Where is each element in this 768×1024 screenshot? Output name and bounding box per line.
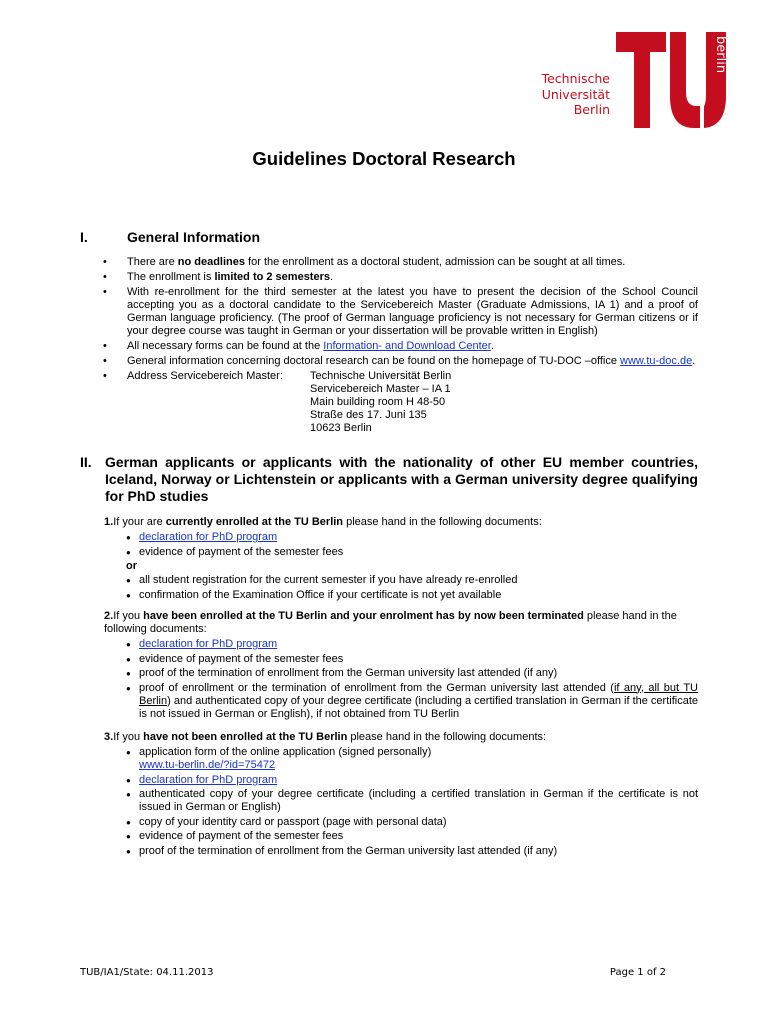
list-item: ● application form of the online application (signed personally) www.tu-berlin.de/?id=75472 xyxy=(104,746,698,772)
footer-state: TUB/IA1/State: 04.11.2013 xyxy=(80,967,214,978)
svg-text:berlin: berlin xyxy=(713,36,728,74)
list-item: ● evidence of payment of the semester fees xyxy=(104,653,698,666)
address-label: • Address Servicebereich Master: xyxy=(127,370,283,382)
list-item xyxy=(104,774,698,787)
list-item: • All necessary forms can be found at the Information- and Download Center. xyxy=(103,340,698,353)
section-2-title: German applicants or applicants with the nationality of other EU member countries, Iceland, Norway or Lichtenstein or applicants with a German university degree qualifying for PhD studies xyxy=(105,454,698,504)
logo-line-1: Technische xyxy=(541,71,610,86)
list-item: • With re-enrollment for the third semester at the latest you have to present the decision of the School Council accepting you as a doctoral candidate to the Servicebereich Master (Graduate Admissions, IA 1) and a proof of German language proficiency. (The proof of German language proficiency is not necessary for German citizens or if your degree course was taught in German or your dissertation will be provable written in English) xyxy=(103,286,698,338)
logo-line-3: Berlin xyxy=(573,102,610,117)
list-item xyxy=(104,531,698,544)
requirement-item-1: 1.If your are currently enrolled at the TU Berlin please hand in the following documents: ● declaration for PhD program ● evidence of payment of the semester fees or ● all student registration for the current semester if you have already re-enrolled ● confirmation of the Examination Office if your certificate is not yet available xyxy=(104,516,698,603)
requirement-item-2: 2.If you have been enrolled at the TU Berlin and your enrolment has by now been terminated please hand in the following documents: ● declaration for PhD program ● evidence of payment of the semester fees ● proof of the termination of enrollment from the German university last attended (if any) ● proof of enrollment or the termination of enrollment from the German university last attended (if any, all but TU Berlin) and authenticated copy of your degree certificate (including a certified translation in German if the certificate is not issued in German or English), if not obtained from TU Berlin xyxy=(104,610,698,722)
declaration-phd-link[interactable]: declaration for PhD program xyxy=(139,638,278,650)
address-item xyxy=(103,370,698,435)
list-item: ● proof of the termination of enrollment from the German university last attended (if any) xyxy=(104,845,698,858)
university-logo-text xyxy=(542,71,610,118)
page-title: Guidelines Doctoral Research xyxy=(252,148,516,169)
list-item: • The enrollment is limited to 2 semesters. xyxy=(103,271,698,284)
tu-doc-link[interactable]: www.tu-doc.de xyxy=(620,355,693,367)
logo-line-2: Universität xyxy=(541,86,610,102)
list-item xyxy=(104,638,698,651)
online-application-link[interactable]: www.tu-berlin.de/?id=75472 xyxy=(139,759,276,771)
list-item: ● copy of your identity card or passport (page with personal data) xyxy=(104,816,698,829)
or-separator: or xyxy=(126,560,137,572)
section-1-number: I. xyxy=(80,229,88,245)
list-item: • There are no deadlines for the enrollment as a doctoral student, admission can be sought at all times. xyxy=(103,256,698,269)
address-block: Technische Universität Berlin Servicebereich Master – IA 1 Main building room H 48-50 Straße des 17. Juni 135 10623 Berlin xyxy=(310,370,452,434)
section-2-number: II. xyxy=(80,454,92,470)
declaration-phd-link[interactable]: declaration for PhD program xyxy=(139,773,278,786)
list-item: ● authenticated copy of your degree certificate (including a certified translation in German if the certificate is not issued in German or English) xyxy=(104,788,698,814)
list-item: ● evidence of payment of the semester fees xyxy=(104,546,698,559)
section-1-bullets xyxy=(103,256,698,437)
list-item: ● proof of enrollment or the termination of enrollment from the German university last attended (if any, all but TU Berlin) and authenticated copy of your degree certificate (including a certified translation in German if the certificate is not issued in German or English), if not obtained from TU Berlin xyxy=(104,682,698,721)
section-2-heading xyxy=(80,454,698,505)
list-item: • General information concerning doctoral research can be found on the homepage of TU-DOC –office www.tu-doc.de. xyxy=(103,355,698,368)
list-item: ● proof of the termination of enrollment from the German university last attended (if any) xyxy=(104,667,698,680)
download-center-link[interactable]: Information- and Download Center xyxy=(323,340,491,352)
section-1-title: General Information xyxy=(127,229,261,245)
footer-page-number: Page 1 of 2 xyxy=(609,967,666,978)
list-item: ● evidence of payment of the semester fees xyxy=(104,830,698,843)
requirement-item-3: 3.If you have not been enrolled at the TU Berlin please hand in the following documents: ● application form of the online application (signed personally) www.tu-berlin.de/?id=75472 ● declaration for PhD program ● authenticated copy of your degree certificate (including a certified translation in German if the certificate is not issued in German or English) ● copy of your identity card or passport (page with personal data) ● evidence of payment of the semester fees ● proof of the termination of enrollment from the German university last attended (if any) xyxy=(104,731,698,859)
list-item: ● confirmation of the Examination Office if your certificate is not yet available xyxy=(104,589,698,602)
declaration-phd-link[interactable]: declaration for PhD program xyxy=(139,531,278,543)
list-item: ● all student registration for the current semester if you have already re-enrolled xyxy=(104,574,698,587)
tu-logo-icon xyxy=(614,30,728,130)
